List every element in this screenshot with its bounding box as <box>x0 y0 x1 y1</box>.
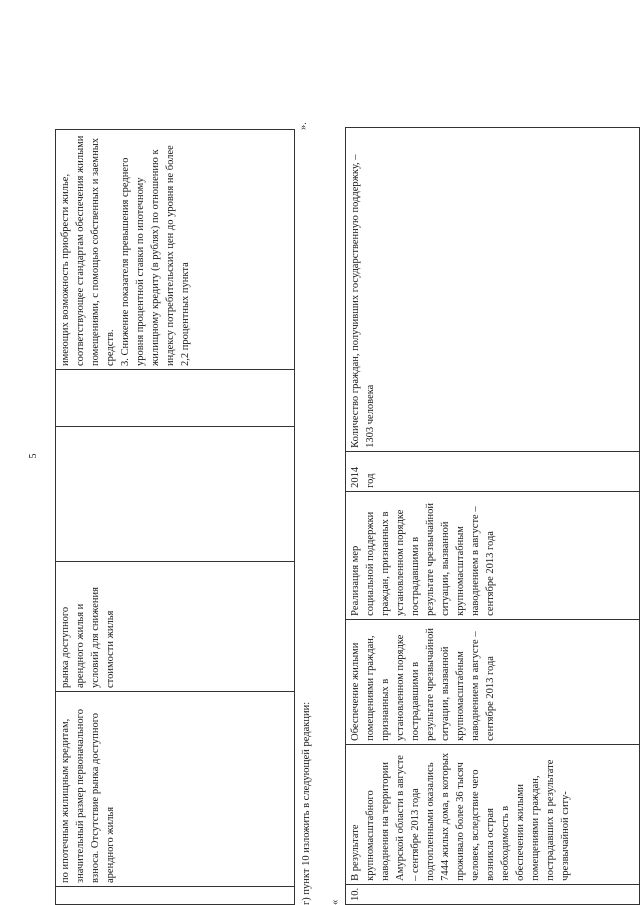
goal-cell: Обеспечение жилыми помещениями граждан, признанных в установленном порядке пострадавшими в результате чрезвычайной ситуации, вызванной крупномасштабным наводнением в августе – сентябре 2013 года <box>346 619 640 744</box>
closing-quote: ». <box>298 122 309 130</box>
row-number-cell: 10. <box>346 884 640 904</box>
task-cell <box>56 427 295 562</box>
rotated-page-content <box>0 5 640 905</box>
table-row <box>346 127 640 904</box>
problem-cell: В результате крупномасштабного наводнения на территории Амурской области в августе – сентябре 2013 года подтопленными оказались 7444 жилых дома, в которых проживало более 36 тысяч человек, вследствие чего возникла острая необходимость в обеспечении жилыми помещениями граждан, пострадавших в результате чрезвычайной ситу- <box>346 744 640 884</box>
year-cell <box>56 370 295 427</box>
year-cell: 2014 год <box>346 451 640 491</box>
table-row <box>56 130 295 905</box>
problem-cell: по ипотечным жилищным кредитам, значительный размер первоначального взноса. Отсутствие рынка доступного арендного жилья <box>56 692 295 887</box>
opening-quote: « <box>330 899 341 905</box>
amendment-text: г) пункт 10 изложить в следующей редакции: <box>301 701 312 905</box>
result-cell: имеющих возможность приобрести жилье, соответствующее стандартам обеспечения жилыми помещениями, с помощью собственных и заемных средств. 3. Снижение показателя превышения среднего уровня процентной ставки по ипотечному жилищному кредиту (в рублях) по отношению к индексу потребительских цен до уровня не более 2,2 процентных пункта <box>56 130 295 370</box>
goal-cell: рынка доступного арендного жилья и условий для снижения стоимости жилья <box>56 562 295 692</box>
program-table-row10 <box>345 127 640 905</box>
page-number: 5 <box>28 453 39 459</box>
program-table-continued <box>55 129 295 905</box>
task-cell: Реализация мер социальной поддержки граждан, признанных в установленном порядке пострадавшими в результате чрезвычайной ситуации, вызванной крупномасштабным наводнением в августе – сентябре 2013 года <box>346 491 640 619</box>
row-number-cell <box>56 887 295 905</box>
result-cell: Количество граждан, получивших государственную поддержку, – 1303 человека <box>346 127 640 451</box>
